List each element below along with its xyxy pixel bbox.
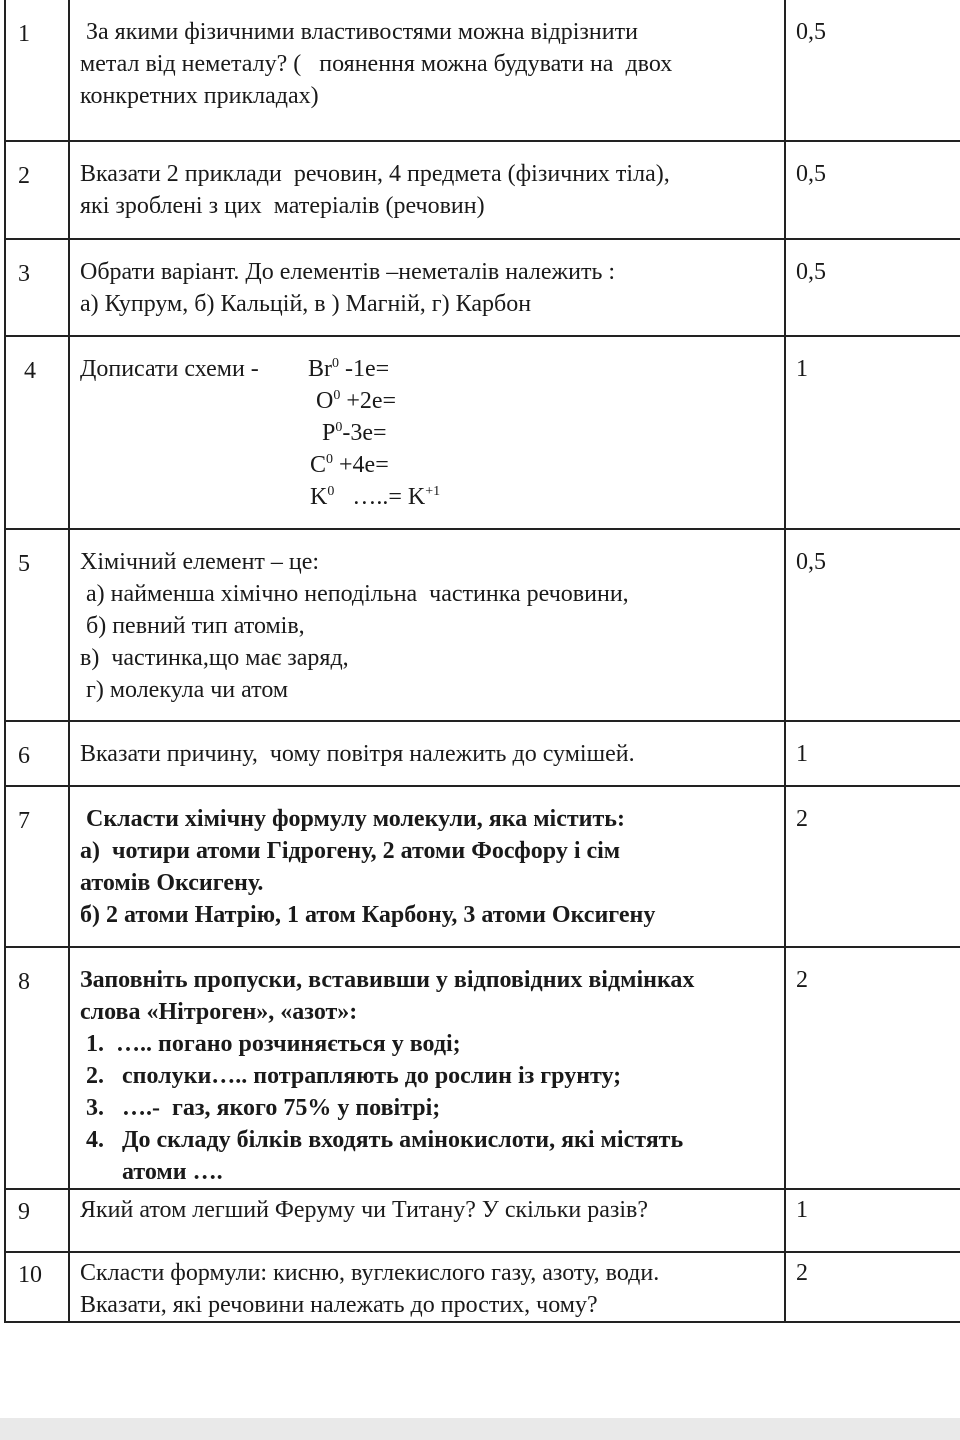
question-line: За якими фізичними властивостями можна відрізнити bbox=[86, 19, 638, 45]
points-value: 0,5 bbox=[796, 161, 826, 187]
scheme-label: Дописати схеми - bbox=[80, 356, 259, 382]
scheme-rest: +2e= bbox=[340, 388, 397, 414]
question-line: слова «Нітроген», «азот»: bbox=[80, 999, 358, 1025]
list-item: атоми …. bbox=[80, 1159, 223, 1185]
table-row bbox=[5, 529, 960, 721]
row-number-cell bbox=[5, 721, 69, 786]
points-cell bbox=[785, 529, 960, 721]
question-line: атомів Оксигену. bbox=[80, 870, 264, 896]
table-row bbox=[5, 1189, 960, 1252]
scheme-line bbox=[308, 353, 389, 385]
points-cell bbox=[785, 1189, 960, 1252]
question-line: Вказати причину, чому повітря належить до сумішей. bbox=[80, 741, 635, 767]
answer-option: в) частинка,що має заряд, bbox=[80, 645, 349, 671]
points-cell bbox=[785, 141, 960, 239]
row-number-cell bbox=[5, 786, 69, 947]
points-value: 1 bbox=[796, 1197, 808, 1223]
question-line: які зроблені з цих матеріалів (речовин) bbox=[80, 193, 485, 219]
row-number: 3 bbox=[18, 261, 30, 287]
list-item: 3. ….- газ, якого 75% у повітрі; bbox=[80, 1095, 441, 1121]
question-cell bbox=[69, 947, 785, 1189]
table-row bbox=[5, 141, 960, 239]
points-value: 1 bbox=[796, 356, 808, 382]
charge: +1 bbox=[425, 484, 441, 499]
element-symbol: K bbox=[310, 484, 328, 510]
question-line: Вказати, які речовини належать до простих, чому? bbox=[80, 1292, 598, 1318]
answer-option: г) молекула чи атом bbox=[80, 677, 289, 703]
element-symbol: Br bbox=[308, 356, 332, 382]
row-number-cell bbox=[5, 947, 69, 1189]
charge: 0 bbox=[326, 452, 334, 467]
row-number: 10 bbox=[18, 1262, 42, 1288]
points-value: 0,5 bbox=[796, 549, 826, 575]
question-cell bbox=[69, 336, 785, 529]
question-cell bbox=[69, 786, 785, 947]
scheme-rest: …..= K bbox=[334, 484, 426, 510]
question-cell bbox=[69, 141, 785, 239]
question-cell bbox=[69, 1189, 785, 1252]
row-number: 4 bbox=[24, 358, 36, 384]
list-item: 1. ….. погано розчиняється у воді; bbox=[80, 1031, 461, 1057]
row-number: 8 bbox=[18, 969, 30, 995]
points-value: 0,5 bbox=[796, 259, 826, 285]
points-value: 2 bbox=[796, 806, 808, 832]
scheme-line bbox=[316, 385, 396, 417]
question-cell bbox=[69, 529, 785, 721]
row-number-cell bbox=[5, 1252, 69, 1322]
points-value: 1 bbox=[796, 741, 808, 767]
scheme-rest: -1e= bbox=[339, 356, 390, 382]
charge: 0 bbox=[333, 388, 341, 403]
question-line: метал від неметалу? ( поянення можна будувати на двох bbox=[80, 51, 673, 77]
bottom-shadow-bar bbox=[0, 1418, 960, 1440]
row-number: 6 bbox=[18, 743, 30, 769]
points-value: 2 bbox=[796, 967, 808, 993]
answer-option: б) певний тип атомів, bbox=[80, 613, 305, 639]
row-number-cell bbox=[5, 239, 69, 336]
element-symbol: C bbox=[310, 452, 327, 478]
points-cell bbox=[785, 239, 960, 336]
row-number-cell bbox=[5, 0, 69, 141]
assignment-table bbox=[4, 0, 960, 1323]
row-number-cell bbox=[5, 141, 69, 239]
row-number: 1 bbox=[18, 21, 30, 47]
row-number: 9 bbox=[18, 1199, 30, 1225]
scheme-block bbox=[80, 353, 776, 513]
question-cell bbox=[69, 239, 785, 336]
points-value: 0,5 bbox=[796, 19, 826, 45]
element-symbol: P bbox=[322, 420, 336, 446]
list-item: 2. сполуки….. потрапляють до рослин із грунту; bbox=[80, 1063, 622, 1089]
scheme-line bbox=[322, 417, 387, 449]
row-number-cell bbox=[5, 336, 69, 529]
question-line: Скласти формули: кисню, вуглекислого газу, азоту, води. bbox=[80, 1260, 660, 1286]
points-cell bbox=[785, 947, 960, 1189]
question-line: Скласти хімічну формулу молекули, яка містить: bbox=[80, 806, 625, 832]
table-row bbox=[5, 0, 960, 141]
points-cell bbox=[785, 1252, 960, 1322]
list-item: 4. До складу білків входять амінокислоти, які містять bbox=[80, 1127, 684, 1153]
row-number-cell bbox=[5, 529, 69, 721]
question-line: Який атом легший Феруму чи Титану? У скільки разів? bbox=[80, 1197, 649, 1223]
charge: 0 bbox=[335, 420, 343, 435]
question-line: Вказати 2 приклади речовин, 4 предмета (фізичних тіла), bbox=[80, 161, 670, 187]
charge: 0 bbox=[327, 484, 335, 499]
scheme-line bbox=[310, 449, 389, 481]
table-row bbox=[5, 947, 960, 1189]
row-number: 2 bbox=[18, 163, 30, 189]
table-row bbox=[5, 336, 960, 529]
question-line: а) чотири атоми Гідрогену, 2 атоми Фосфору і сім bbox=[80, 838, 621, 864]
answer-option: а) найменша хімічно неподільна частинка речовини, bbox=[80, 581, 629, 607]
question-line: Заповніть пропуски, вставивши у відповідних відмінках bbox=[80, 967, 695, 993]
question-cell bbox=[69, 1252, 785, 1322]
points-cell bbox=[785, 786, 960, 947]
question-line: б) 2 атоми Натрію, 1 атом Карбону, 3 атоми Оксигену bbox=[80, 902, 656, 928]
points-cell bbox=[785, 721, 960, 786]
scheme-line bbox=[310, 481, 440, 513]
question-cell bbox=[69, 0, 785, 141]
points-value: 2 bbox=[796, 1260, 808, 1286]
question-line: а) Купрум, б) Кальцій, в ) Магній, г) Карбон bbox=[80, 291, 532, 317]
scheme-rest: -3e= bbox=[342, 420, 387, 446]
row-number: 5 bbox=[18, 551, 30, 577]
question-line: Хімічний елемент – це: bbox=[80, 549, 320, 575]
question-line: Обрати варіант. До елементів –неметалів належить : bbox=[80, 259, 616, 285]
charge: 0 bbox=[332, 356, 339, 371]
row-number-cell bbox=[5, 1189, 69, 1252]
scheme-rest: +4e= bbox=[333, 452, 389, 478]
table-row bbox=[5, 721, 960, 786]
row-number: 7 bbox=[18, 808, 30, 834]
table-row bbox=[5, 239, 960, 336]
question-cell bbox=[69, 721, 785, 786]
table-row bbox=[5, 786, 960, 947]
points-cell bbox=[785, 0, 960, 141]
element-symbol: O bbox=[316, 388, 334, 414]
question-line: конкретних прикладах) bbox=[80, 83, 319, 109]
points-cell bbox=[785, 336, 960, 529]
table-row bbox=[5, 1252, 960, 1322]
